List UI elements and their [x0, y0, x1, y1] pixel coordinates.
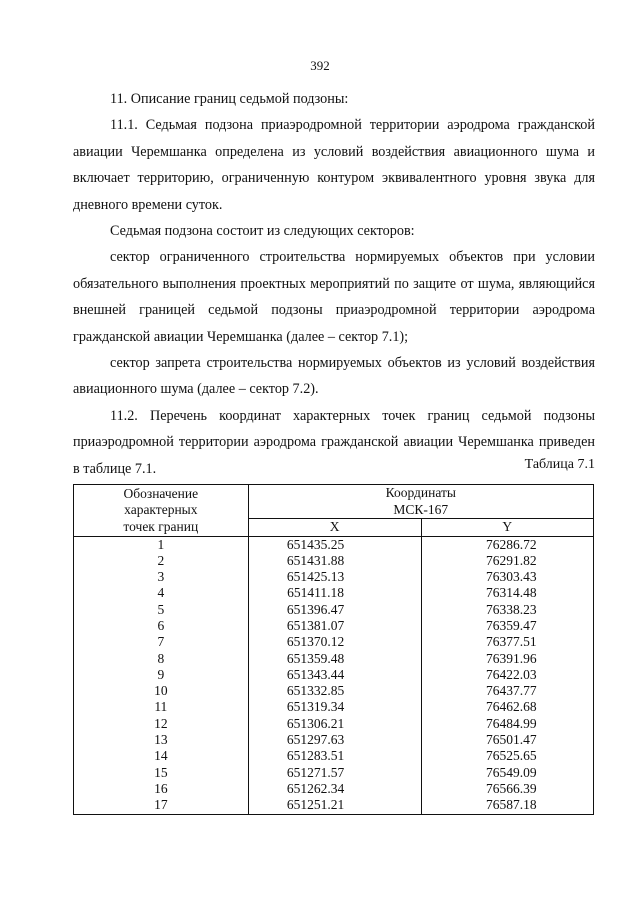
point-number-cell: 14 — [74, 748, 249, 764]
table-row — [74, 569, 594, 585]
page-number: 392 — [310, 58, 330, 73]
paragraph-11-2: 11.2. Перечень координат характерных точек границ седьмой подзоны приаэродромной территории аэродрома гражданской авиации Черемшанка приведен в таблице 7.1. — [73, 407, 595, 477]
x-coordinate-cell: 651251.21 — [248, 797, 421, 814]
paragraph-sector-7-2: сектор запрета строительства нормируемых объектов из условий воздействия авиационного шума (далее – сектор 7.2). — [73, 355, 595, 398]
table-row — [74, 781, 594, 797]
table-row — [74, 651, 594, 667]
body-text — [73, 86, 595, 482]
x-coordinate-cell: 651319.34 — [248, 699, 421, 715]
point-number-cell: 3 — [74, 569, 249, 585]
y-coordinate-cell: 76501.47 — [421, 732, 593, 748]
point-number-cell: 16 — [74, 781, 249, 797]
header-coordinates-line: МСК-167 — [393, 501, 449, 517]
y-coordinate-cell: 76422.03 — [421, 667, 593, 683]
table-row — [74, 699, 594, 715]
table-row — [74, 618, 594, 634]
y-coordinate-cell: 76286.72 — [421, 536, 593, 553]
point-number-cell: 8 — [74, 651, 249, 667]
table-row — [74, 765, 594, 781]
point-number-cell: 10 — [74, 683, 249, 699]
point-number-cell: 15 — [74, 765, 249, 781]
paragraph-sector-7-1: сектор ограниченного строительства нормируемых объектов при условии обязательного выполнения проектных мероприятий по защите от шума, являющийся внешней границей седьмой подзоны приаэродромной территории аэродрома гражданской авиации Черемшанка (далее – сектор 7.1); — [73, 249, 595, 345]
x-coordinate-cell: 651370.12 — [248, 634, 421, 650]
x-coordinate-cell: 651306.21 — [248, 716, 421, 732]
y-coordinate-cell: 76314.48 — [421, 585, 593, 601]
y-coordinate-cell: 76303.43 — [421, 569, 593, 585]
header-points — [74, 485, 249, 537]
x-coordinate-cell: 651431.88 — [248, 553, 421, 569]
y-coordinate-cell: 76377.51 — [421, 634, 593, 650]
x-coordinate-cell: 651297.63 — [248, 732, 421, 748]
table-row — [74, 748, 594, 764]
table-row — [74, 683, 594, 699]
x-coordinate-cell: 651271.57 — [248, 765, 421, 781]
x-coordinate-cell: 651332.85 — [248, 683, 421, 699]
y-coordinate-cell: 76484.99 — [421, 716, 593, 732]
table-row — [74, 634, 594, 650]
point-number-cell: 1 — [74, 536, 249, 553]
table-row — [74, 602, 594, 618]
table-row — [74, 553, 594, 569]
table-row — [74, 716, 594, 732]
table-row — [74, 732, 594, 748]
table-row — [74, 585, 594, 601]
x-coordinate-cell: 651343.44 — [248, 667, 421, 683]
y-coordinate-cell: 76566.39 — [421, 781, 593, 797]
table-caption: Таблица 7.1 — [524, 457, 595, 472]
y-coordinate-cell: 76391.96 — [421, 651, 593, 667]
header-points-line: точек границ — [123, 518, 199, 534]
x-coordinate-cell: 651411.18 — [248, 585, 421, 601]
header-y: Y — [421, 519, 593, 537]
x-coordinate-cell: 651262.34 — [248, 781, 421, 797]
header-points-line: Обозначение — [123, 485, 199, 501]
y-coordinate-cell: 76291.82 — [421, 553, 593, 569]
point-number-cell: 12 — [74, 716, 249, 732]
section-heading: 11. Описание границ седьмой подзоны: — [110, 91, 349, 107]
header-coordinates-line: Координаты — [385, 485, 456, 500]
paragraph-11-1: 11.1. Седьмая подзона приаэродромной территории аэродрома гражданской авиации Черемшанка определена из условий воздействия авиационного шума и включает территорию, ограниченную контуром эквивалентного уровня звука для дневного времени суток. — [73, 117, 595, 213]
point-number-cell: 17 — [74, 797, 249, 814]
y-coordinate-cell: 76359.47 — [421, 618, 593, 634]
x-coordinate-cell: 651435.25 — [248, 536, 421, 553]
point-number-cell: 5 — [74, 602, 249, 618]
y-coordinate-cell: 76338.23 — [421, 602, 593, 618]
x-coordinate-cell: 651425.13 — [248, 569, 421, 585]
point-number-cell: 13 — [74, 732, 249, 748]
point-number-cell: 2 — [74, 553, 249, 569]
coordinates-table — [73, 484, 594, 815]
header-x: X — [248, 519, 421, 537]
point-number-cell: 11 — [74, 699, 249, 715]
point-number-cell: 6 — [74, 618, 249, 634]
table-row — [74, 797, 594, 814]
point-number-cell: 7 — [74, 634, 249, 650]
x-coordinate-cell: 651396.47 — [248, 602, 421, 618]
y-coordinate-cell: 76549.09 — [421, 765, 593, 781]
x-coordinate-cell: 651381.07 — [248, 618, 421, 634]
y-coordinate-cell: 76525.65 — [421, 748, 593, 764]
paragraph-sectors-intro: Седьмая подзона состоит из следующих секторов: — [110, 223, 415, 240]
table-row — [74, 536, 594, 553]
table-body — [74, 536, 594, 814]
header-coordinates — [248, 485, 593, 519]
y-coordinate-cell: 76462.68 — [421, 699, 593, 715]
table-row — [74, 667, 594, 683]
header-points-line: характерных — [124, 502, 198, 517]
y-coordinate-cell: 76437.77 — [421, 683, 593, 699]
y-coordinate-cell: 76587.18 — [421, 797, 593, 814]
x-coordinate-cell: 651283.51 — [248, 748, 421, 764]
x-coordinate-cell: 651359.48 — [248, 651, 421, 667]
point-number-cell: 9 — [74, 667, 249, 683]
point-number-cell: 4 — [74, 585, 249, 601]
